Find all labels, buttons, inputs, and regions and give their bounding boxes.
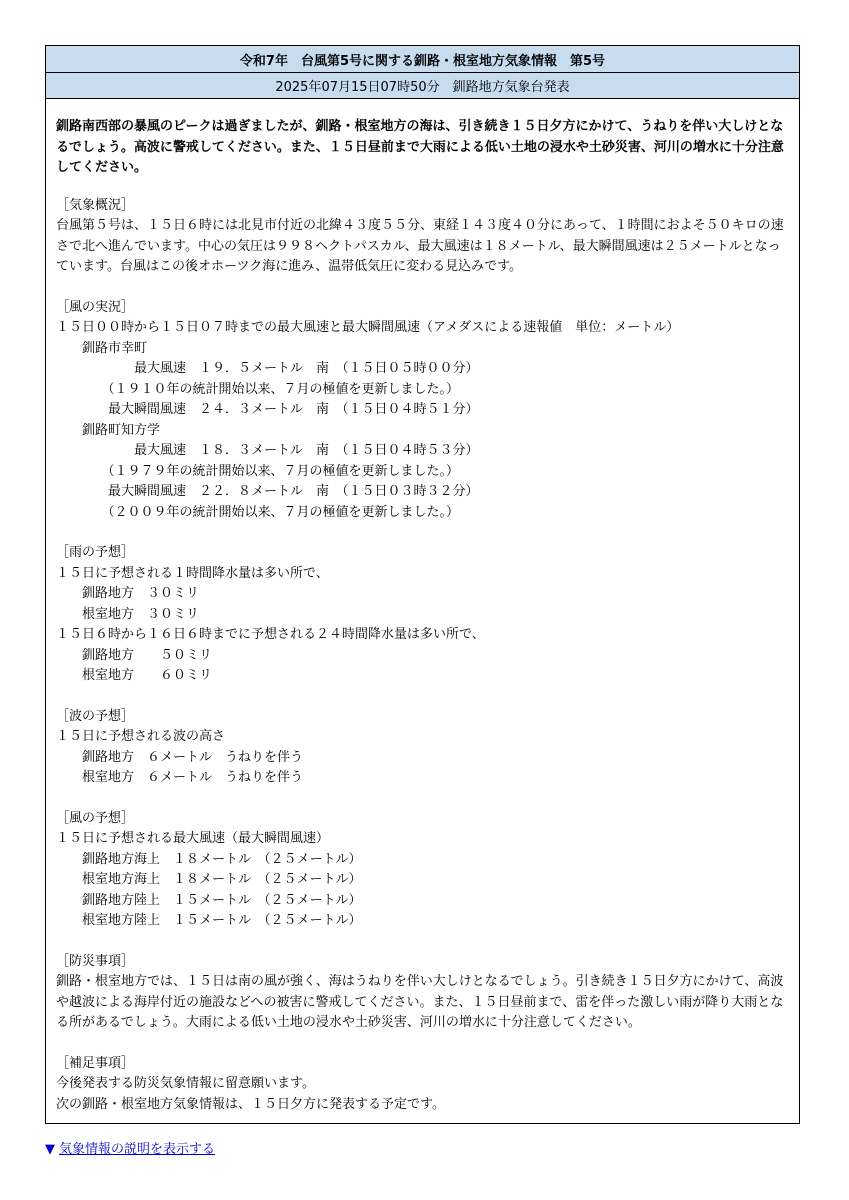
text-line: １５日００時から１５日０７時までの最大風速と最大瞬間風速（アメダスによる速報値 単位：メートル） xyxy=(56,320,680,335)
section-wind-actual xyxy=(56,298,789,524)
section-heading: ［補足事項］ xyxy=(56,1055,135,1071)
show-explanation-link[interactable] xyxy=(45,1138,215,1157)
section-heading: ［防災事項］ xyxy=(56,953,135,969)
section-heading: ［風の予想］ xyxy=(56,810,135,826)
section-wind-forecast xyxy=(56,809,789,932)
text-line: 根室地方 ６０ミリ xyxy=(56,668,213,683)
bulletin-frame xyxy=(45,45,800,1124)
issued-info: 2025年07月15日07時50分 釧路地方気象台発表 xyxy=(46,73,799,99)
text-line: １５日に予想される１時間降水量は多い所で、 xyxy=(56,565,329,581)
triangle-down-icon: ▼ xyxy=(45,1142,55,1157)
text-line: １５日６時から１６日６時までに予想される２４時間降水量は多い所で、 xyxy=(56,627,485,642)
text-line: 最大瞬間風速 ２２．８メートル 南 （１５日０３時３２分） xyxy=(56,484,479,499)
text-line: 釧路地方陸上 １５メートル （２５メートル） xyxy=(56,892,362,908)
text-line: （１９１０年の統計開始以来、７月の極値を更新しました。） xyxy=(56,381,460,397)
bulletin-title: 令和7年 台風第5号に関する釧路・根室地方気象情報 第5号 xyxy=(46,46,799,73)
text-line: 最大瞬間風速 ２４．３メートル 南 （１５日０４時５１分） xyxy=(56,402,479,417)
section-heading: ［風の実況］ xyxy=(56,299,135,315)
text-line: 釧路町知方学 xyxy=(56,422,161,438)
text-line: 今後発表する防災気象情報に留意願います。 xyxy=(56,1076,315,1091)
text-line: １５日に予想される波の高さ xyxy=(56,729,226,744)
section-supplement xyxy=(56,1054,789,1116)
bulletin-body xyxy=(46,99,799,1115)
text-line: 根室地方陸上 １５メートル （２５メートル） xyxy=(56,913,362,928)
section-text: 釧路・根室地方では、１５日は南の風が強く、海はうねりを伴い大しけとなるでしょう。引き続き１５日夕方にかけて、高波や越波による海岸付近の施設などへの被害に警戒してください。また、１５日昼前まで、雷を伴った激しい雨が降り大雨となる所があるでしょう。大雨による低い土地の浸水や土砂災害、河川の増水に十分注意してください。 xyxy=(56,974,784,1030)
text-line: （２００９年の統計開始以来、７月の極値を更新しました。） xyxy=(56,504,460,520)
section-overview xyxy=(56,196,789,278)
text-line: 根室地方 ３０ミリ xyxy=(56,606,200,622)
text-line: 根室地方海上 １８メートル （２５メートル） xyxy=(56,872,362,887)
text-line: １５日に予想される最大風速（最大瞬間風速） xyxy=(56,831,330,846)
section-heading: ［波の予想］ xyxy=(56,708,135,724)
headline-summary: 釧路南西部の暴風のピークは過ぎましたが、釧路・根室地方の海は、引き続き１５日夕方にかけて、うねりを伴い大しけとなるでしょう。高波に警戒してください。また、１５日昼前まで大雨による低い土地の浸水や土砂災害、河川の増水に十分注意してください。 xyxy=(56,119,784,175)
text-line: 釧路地方 ６メートル うねりを伴う xyxy=(56,749,304,765)
text-line: 次の釧路・根室地方気象情報は、１５日夕方に発表する予定です。 xyxy=(56,1096,445,1112)
text-line: 釧路地方 ３０ミリ xyxy=(56,586,200,601)
text-line: 釧路地方海上 １８メートル （２５メートル） xyxy=(56,851,362,867)
section-text: 台風第５号は、１５日６時には北見市付近の北緯４３度５５分、東経１４３度４０分にあって、１時間におよそ５０キロの速さで北へ進んでいます。中心の気圧は９９８ヘクトパスカル、最大風速は１８メートル、最大瞬間風速は２５メートルとなっています。台風はこの後オホーツク海に進み、温帯低気圧に変わる見込みです。 xyxy=(56,218,784,274)
section-heading: ［雨の予想］ xyxy=(56,545,135,560)
section-disaster-prevention xyxy=(56,952,789,1034)
text-line: 最大風速 １９．５メートル 南 （１５日０５時００分） xyxy=(56,361,479,376)
text-line: 根室地方 ６メートル うねりを伴う xyxy=(56,770,304,785)
text-line: 最大風速 １８．３メートル 南 （１５日０４時５３分） xyxy=(56,443,479,458)
text-line: 釧路地方 ５０ミリ xyxy=(56,647,213,663)
text-line: 釧路市幸町 xyxy=(56,340,148,356)
section-rain-forecast xyxy=(56,543,789,687)
show-explanation-label: 気象情報の説明を表示する xyxy=(59,1142,216,1157)
section-heading: ［気象概況］ xyxy=(56,197,135,213)
text-line: （１９７９年の統計開始以来、７月の極値を更新しました。） xyxy=(56,463,460,479)
section-wave-forecast xyxy=(56,707,789,789)
